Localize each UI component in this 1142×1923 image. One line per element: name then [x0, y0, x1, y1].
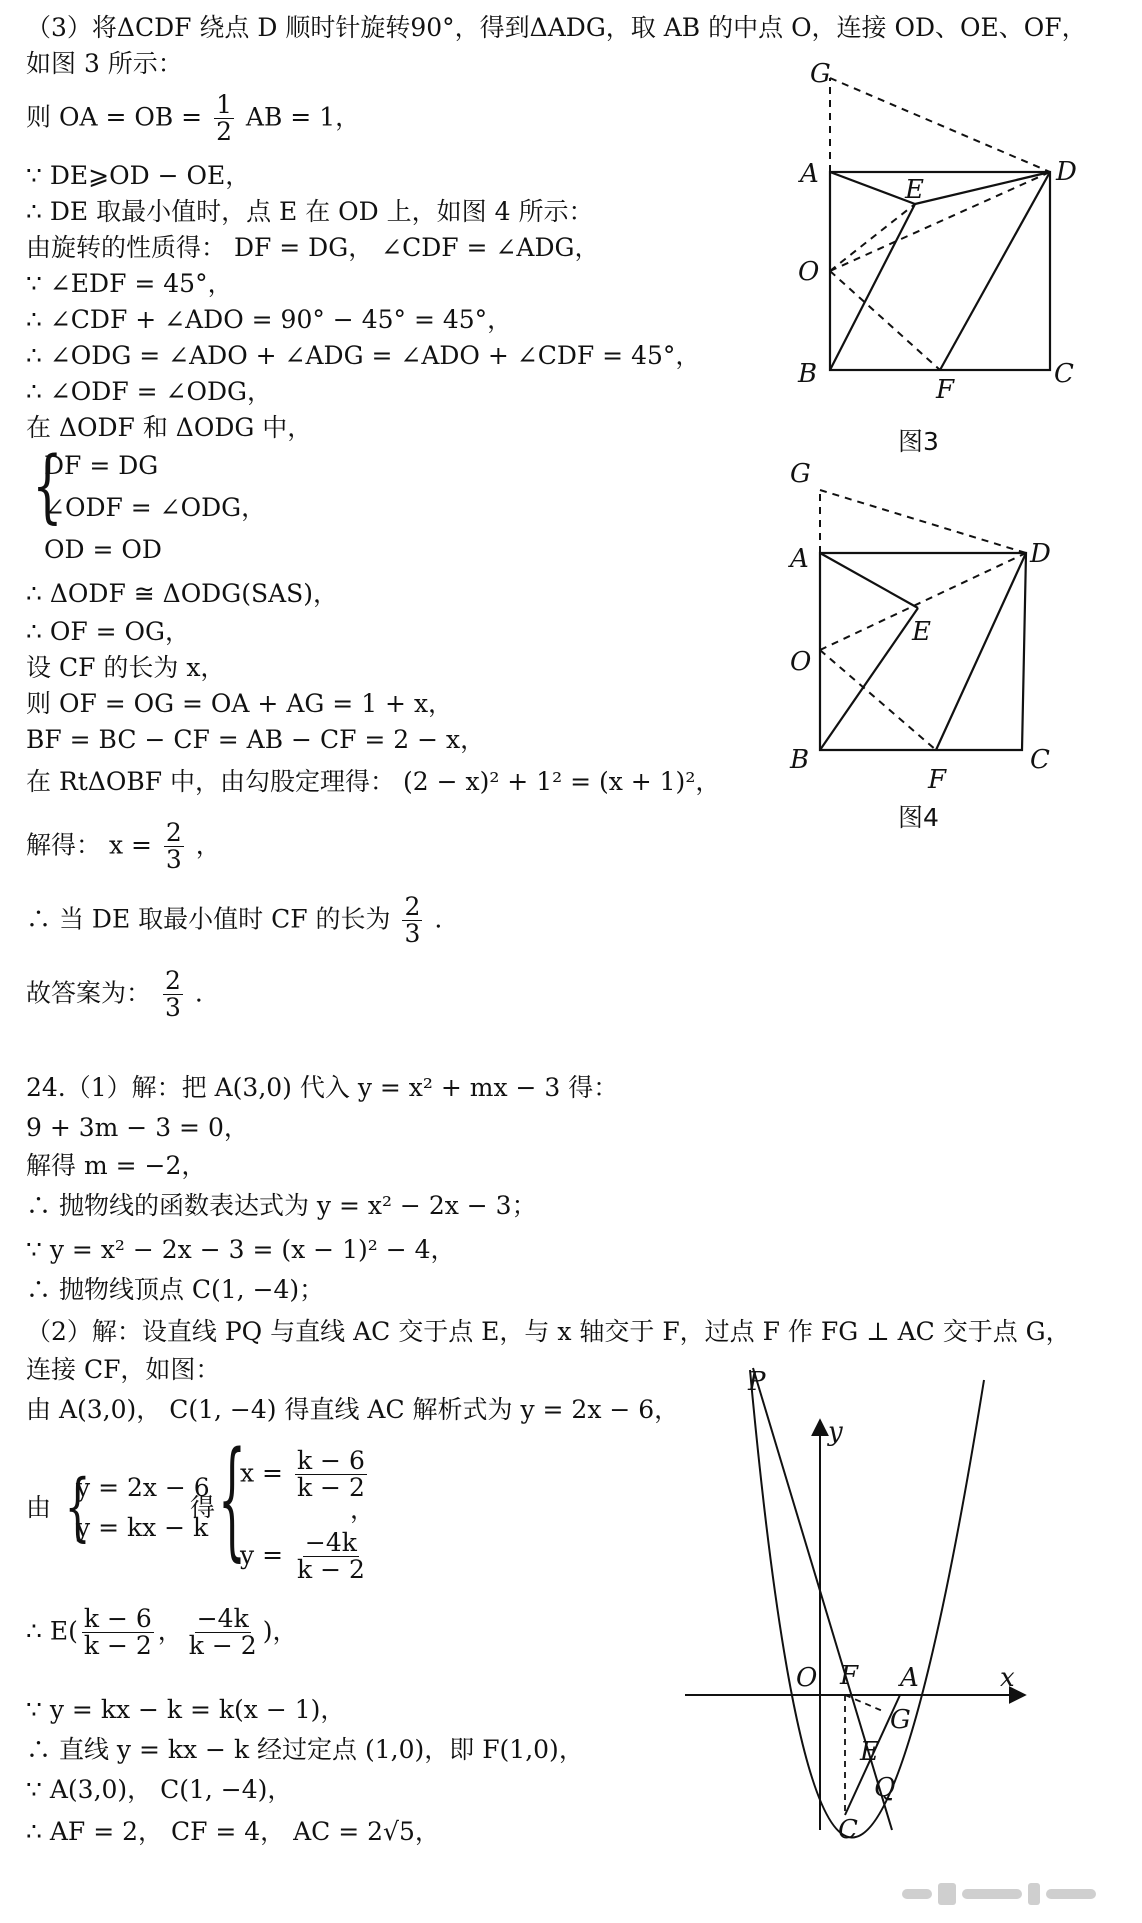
text-line: 在 ΔODF 和 ΔODG 中，: [26, 413, 313, 442]
denominator: 3: [165, 845, 182, 875]
denominator: 2: [216, 117, 232, 147]
numerator: −4k: [304, 1528, 357, 1557]
numerator: k − 6: [296, 1446, 365, 1475]
fraction: [187, 1606, 259, 1660]
text-line: ∵ A(3,0)， C(1, −4)，: [26, 1775, 293, 1804]
text-line: ∴ OF = OG，: [26, 617, 191, 646]
point-label-e: E: [912, 617, 931, 647]
point-label-c: C: [838, 1815, 858, 1845]
segment-ae: [820, 553, 918, 608]
text-line: ∴ ∠CDF + ∠ADO = 90° − 45° = 45°，: [26, 305, 513, 334]
text-line: （2）解：设直线 PQ 与直线 AC 交于点 E，与 x 轴交于 F，过点 F 作 FG ⊥ AC 交于点 G，: [26, 1317, 1071, 1346]
point-label-f: F: [928, 765, 947, 795]
system-line: DF = DG: [44, 451, 159, 480]
text-line-with-fraction: [26, 820, 221, 874]
text-line: 如图 3 所示：: [26, 49, 183, 78]
text-line: 9 + 3m − 3 = 0，: [26, 1113, 249, 1142]
segment-od: [830, 172, 1050, 271]
text-line: ∴ 抛物线顶点 C(1, −4)；: [26, 1275, 325, 1304]
left-brace: {: [218, 1424, 246, 1574]
segment-be: [820, 608, 918, 750]
fraction: [295, 1448, 367, 1502]
numerator: 1: [216, 90, 232, 119]
text-segment: y =: [240, 1540, 284, 1570]
denominator: 3: [404, 919, 421, 949]
numerator: 2: [165, 818, 182, 847]
point-label-g: G: [790, 459, 811, 489]
segment-fg: [845, 1695, 885, 1712]
text-line: ∴ ∠ODG = ∠ADO + ∠ADG = ∠ADO + ∠CDF = 45°，: [26, 341, 701, 370]
text-line: ∵ DE⩾OD − OE，: [26, 161, 251, 190]
point-label-f: F: [840, 1661, 859, 1691]
text-segment: AB = 1，: [245, 102, 361, 132]
text-line: （3）将ΔCDF 绕点 D 顺时针旋转90°，得到ΔADG，取 AB 的中点 O，连接 OD、OE、OF，: [26, 13, 1087, 42]
point-label-a: A: [800, 159, 819, 189]
numerator: −4k: [196, 1604, 249, 1633]
text-line: 在 RtΔOBF 中，由勾股定理得： (2 − x)² + 1² = (x + 1)²，: [26, 767, 721, 796]
text-segment: 得: [190, 1493, 216, 1522]
text-segment: 则 OA = OB =: [26, 102, 203, 132]
text-line: 解得 m = −2，: [26, 1151, 207, 1180]
denominator: k − 2: [296, 1555, 365, 1585]
text-line-with-fraction: [26, 968, 203, 1022]
text-line: 设 CF 的长为 x，: [26, 653, 226, 682]
text-segment: ∴ E(: [26, 1616, 78, 1646]
segment-fd: [940, 172, 1050, 370]
point-label-d: D: [1030, 539, 1051, 569]
text-segment: ，: [350, 1495, 376, 1524]
numerator: k − 6: [83, 1604, 152, 1633]
fraction: [164, 820, 184, 874]
segment-ed: [915, 172, 1050, 204]
text-line: ∴ ∠ODF = ∠ODG，: [26, 377, 272, 406]
text-line: ∵ y = kx − k = k(x − 1)，: [26, 1695, 346, 1724]
denominator: 3: [164, 993, 181, 1023]
point-label-p: P: [748, 1367, 766, 1397]
text-line: 连接 CF，如图：: [26, 1355, 221, 1384]
denominator: k − 2: [296, 1473, 365, 1503]
axis-label-y: y: [828, 1417, 843, 1447]
text-segment: .: [434, 904, 443, 934]
point-label-b: B: [790, 745, 810, 775]
figure-3: [790, 59, 1077, 405]
point-label-e: E: [905, 175, 924, 205]
numerator: 2: [164, 966, 181, 995]
text-segment: 故答案为：: [26, 978, 152, 1008]
fraction: [214, 92, 234, 146]
system-line: y = kx − k: [76, 1513, 209, 1542]
text-line: 24.（1）解：把 A(3,0) 代入 y = x² + mx − 3 得：: [26, 1073, 619, 1102]
system-line: OD = OD: [44, 535, 162, 564]
text-line-with-fraction: [26, 1606, 297, 1660]
system-line: y = 2x − 6: [76, 1473, 210, 1502]
text-segment: .: [194, 978, 203, 1008]
segment-gd: [830, 78, 1050, 172]
segment-be: [830, 204, 915, 370]
segment-fd: [936, 553, 1026, 750]
point-label-d: D: [1056, 157, 1077, 187]
segment-gd: [820, 490, 1026, 553]
text-line: BF = BC − CF = AB − CF = 2 − x，: [26, 725, 486, 754]
text-line: ∴ ΔODF ≅ ΔODG(SAS)，: [26, 579, 339, 608]
left-brace: {: [32, 439, 63, 532]
point-label-e: E: [860, 1737, 879, 1767]
point-label-g: G: [810, 59, 831, 89]
fraction: [295, 1530, 367, 1584]
axis-label-x: x: [1000, 1663, 1015, 1693]
text-line: ∵ ∠EDF = 45°，: [26, 269, 233, 298]
point-label-g: G: [890, 1705, 911, 1735]
left-brace: {: [64, 1464, 91, 1550]
point-label-o: O: [798, 257, 820, 287]
text-segment: ，: [195, 830, 221, 860]
text-segment: ，: [157, 1616, 183, 1646]
system-line: ∠ODF = ∠ODG，: [44, 493, 267, 522]
text-segment: ∴ 当 DE 取最小值时 CF 的长为: [26, 904, 391, 934]
text-line: ∴ DE 取最小值时，点 E 在 OD 上，如图 4 所示：: [26, 197, 594, 226]
fraction: [82, 1606, 154, 1660]
text-segment: 由: [26, 1493, 52, 1522]
text-line: ∴ 抛物线的函数表达式为 y = x² − 2x − 3；: [26, 1191, 537, 1220]
numerator: 2: [404, 892, 421, 921]
watermark-bars: [892, 1875, 1122, 1915]
text-line: 则 OF = OG = OA + AG = 1 + x，: [26, 689, 454, 718]
text-line: 由旋转的性质得： DF = DG， ∠CDF = ∠ADG，: [26, 233, 600, 262]
text-line-with-fraction: [26, 92, 360, 146]
text-line: ∵ y = x² − 2x − 3 = (x − 1)² − 4，: [26, 1235, 456, 1264]
text-line: ∴ 直线 y = kx − k 经过定点 (1,0)，即 F(1,0)，: [26, 1735, 584, 1764]
square-abcd: [830, 172, 1050, 370]
point-label-a: A: [900, 1663, 919, 1693]
segment-ae: [830, 172, 915, 204]
segment-of: [830, 271, 940, 370]
text-line-with-fraction: [26, 894, 442, 948]
text-segment: 解得： x =: [26, 830, 152, 860]
text-line: 由 A(3,0)， C(1, −4) 得直线 AC 解析式为 y = 2x − 6，: [26, 1395, 680, 1424]
fraction: [402, 894, 422, 948]
point-label-f: F: [936, 375, 955, 405]
point-label-q: Q: [874, 1773, 896, 1803]
figure-4: [790, 450, 1070, 795]
text-segment: )，: [262, 1616, 298, 1646]
square-abcd: [820, 553, 1026, 750]
figure-caption: 图4: [898, 803, 939, 832]
point-label-b: B: [798, 359, 818, 389]
point-label-o: O: [796, 1663, 818, 1693]
fraction: [163, 968, 183, 1022]
denominator: k − 2: [188, 1631, 257, 1661]
point-label-o: O: [790, 647, 812, 677]
system-line-with-fraction: [240, 1530, 371, 1584]
point-label-c: C: [1030, 745, 1050, 775]
figure-parabola: [680, 1360, 1040, 1850]
point-label-a: A: [790, 544, 809, 574]
text-segment: x =: [240, 1458, 283, 1488]
figure-caption: 图3: [898, 427, 939, 456]
text-line: ∴ AF = 2， CF = 4， AC = 2√5，: [26, 1817, 440, 1846]
denominator: k − 2: [83, 1631, 152, 1661]
system-line-with-fraction: [240, 1448, 371, 1502]
point-label-c: C: [1054, 359, 1074, 389]
